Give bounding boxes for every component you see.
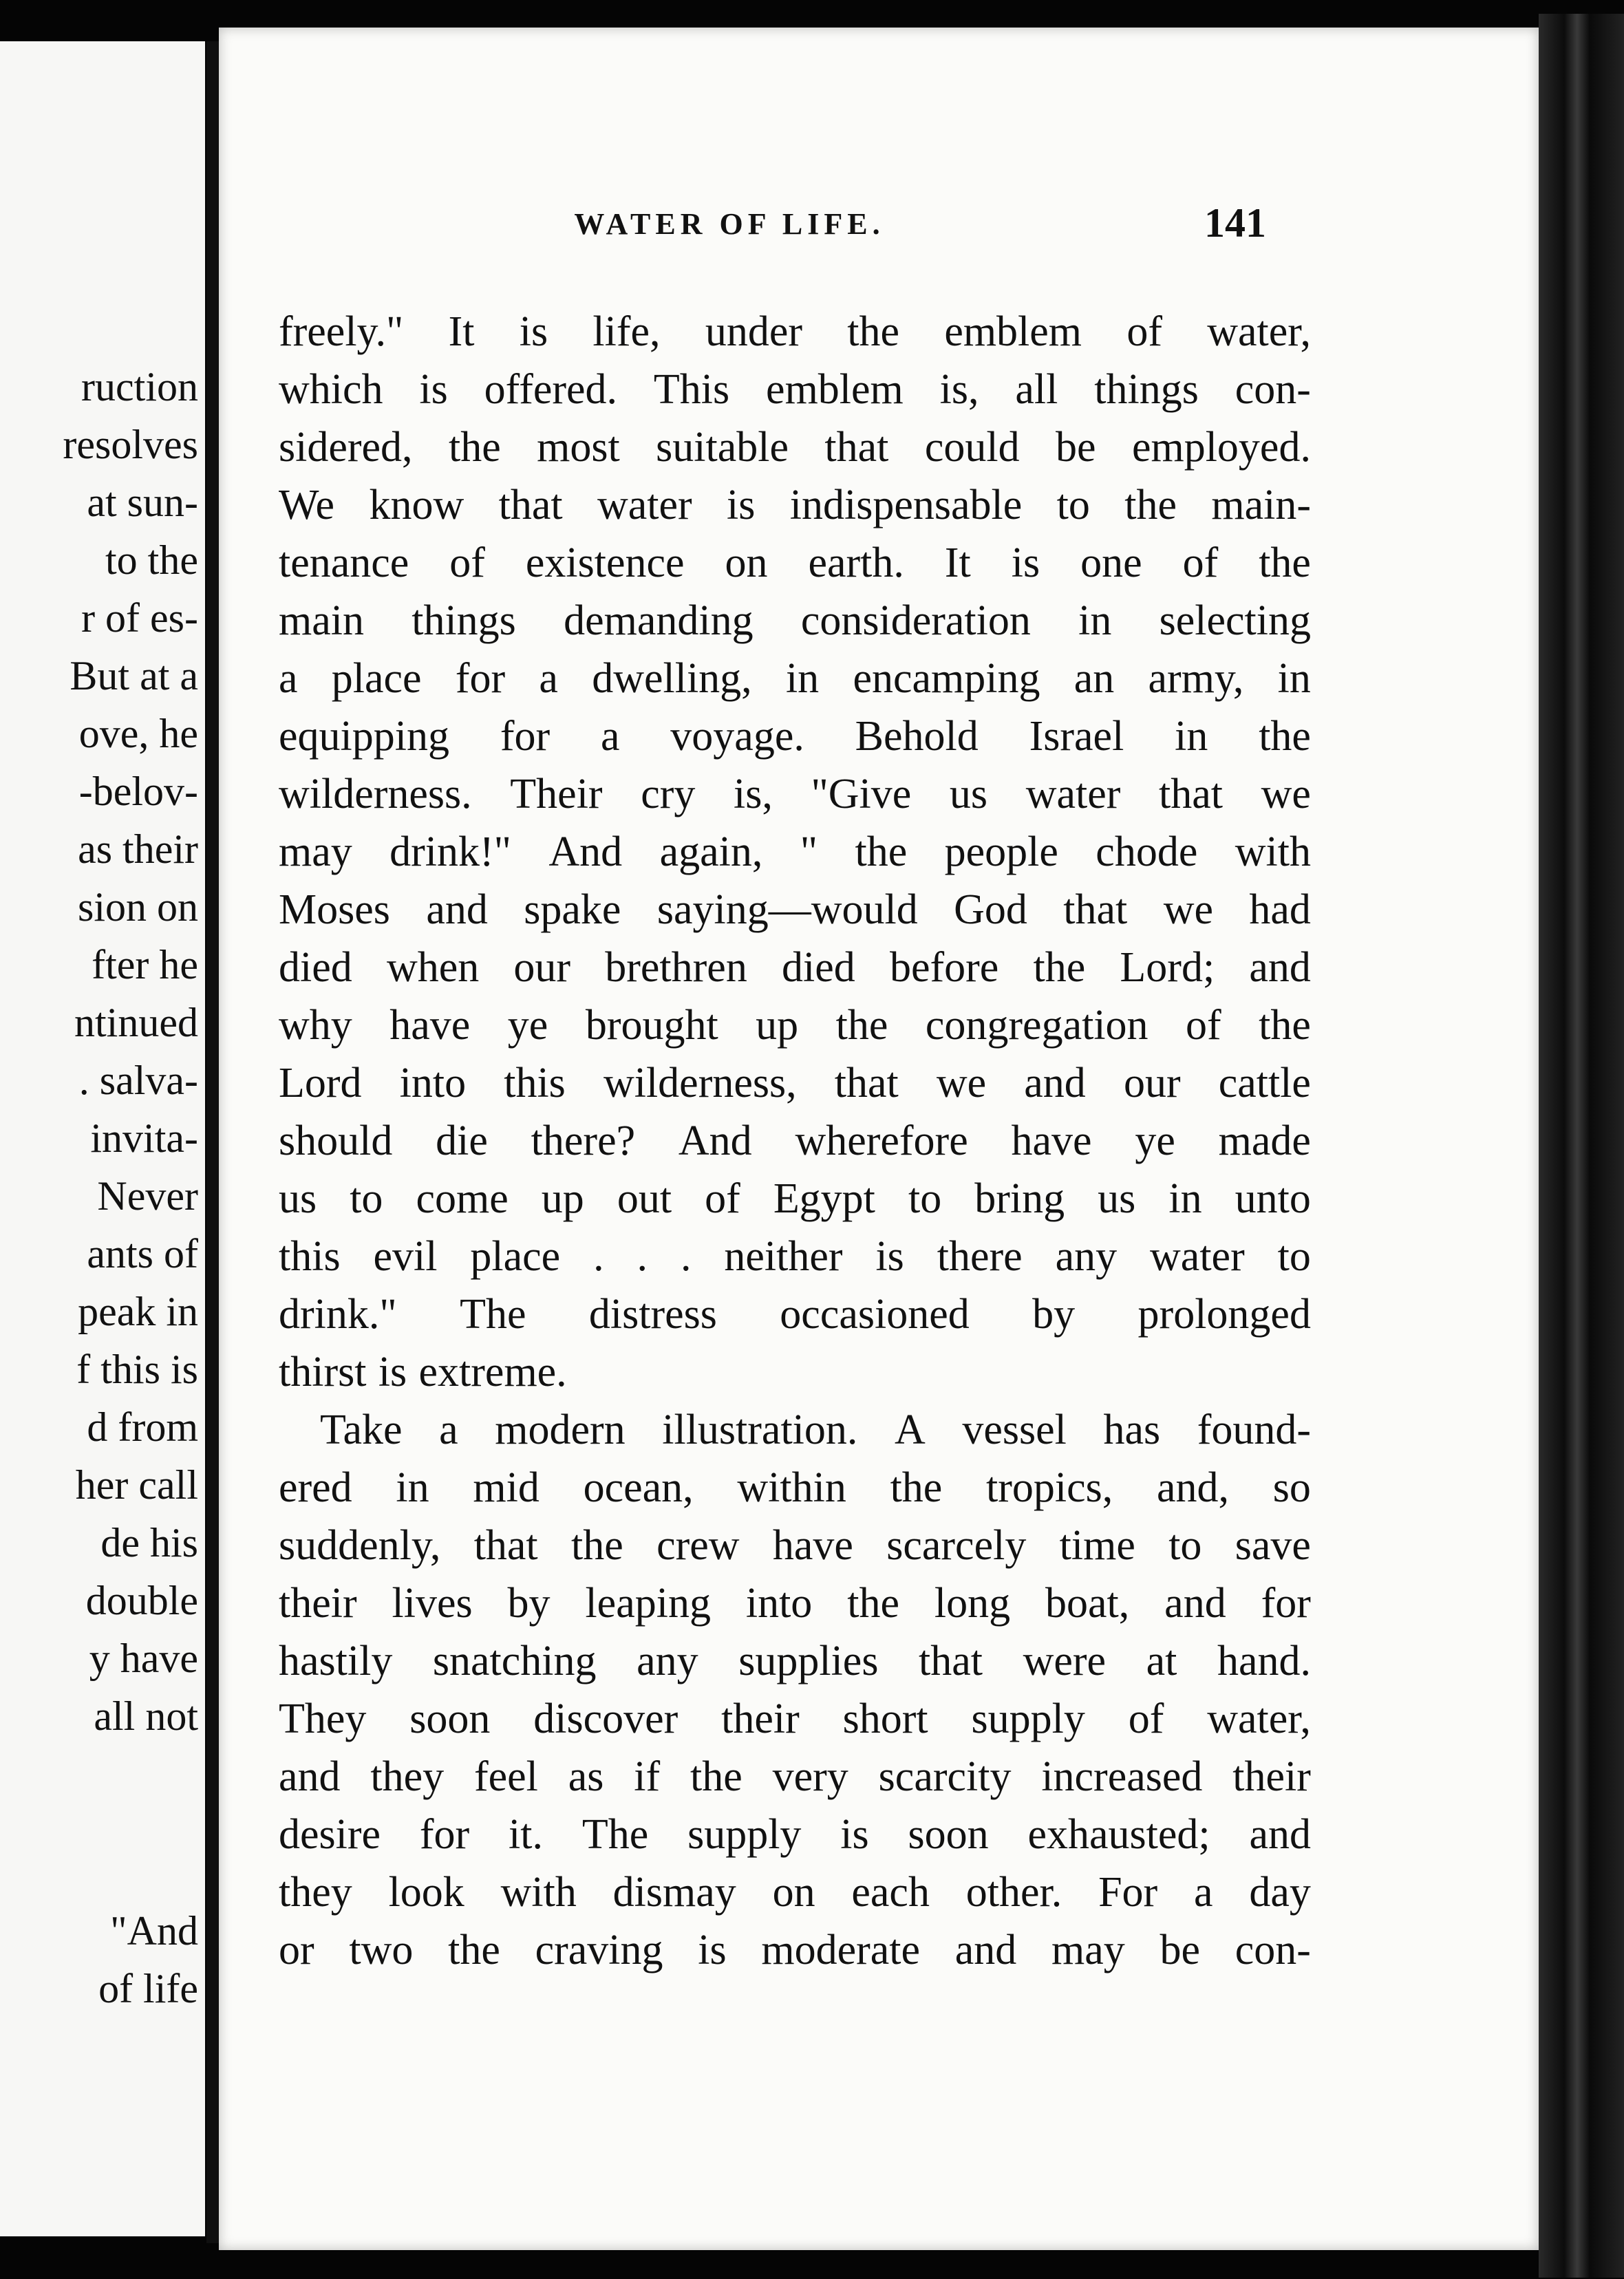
- left-line: ntinued: [74, 1000, 198, 1045]
- left-line: her call: [75, 1462, 198, 1508]
- text-line: main things demanding consideration in selecting: [279, 597, 1311, 644]
- text-line: equipping for a voyage. Behold Israel in the: [279, 713, 1311, 760]
- left-line: peak in: [78, 1289, 198, 1334]
- left-line: y have: [89, 1636, 198, 1681]
- left-line: as their: [78, 826, 198, 872]
- text-line: Moses and spake saying—would God that we had: [279, 886, 1311, 933]
- text-line: may drink!" And again, " the people chode with: [279, 828, 1311, 875]
- text-line: desire for it. The supply is soon exhausted; and: [279, 1811, 1311, 1858]
- left-line: -belov-: [78, 769, 198, 814]
- left-line: all not: [94, 1693, 198, 1739]
- left-line: But at a: [70, 653, 198, 698]
- text-line: hastily snatching any supplies that were at hand.: [279, 1638, 1311, 1684]
- left-line: resolves: [63, 422, 198, 467]
- left-line: Never: [97, 1173, 198, 1219]
- text-line: tenance of existence on earth. It is one of the: [279, 539, 1311, 586]
- text-line: this evil place . . . neither is there any water to: [279, 1233, 1311, 1280]
- text-line: why have ye brought up the congregation of the: [279, 1002, 1311, 1049]
- text-line: freely." It is life, under the emblem of water,: [279, 308, 1311, 355]
- text-line: us to come up out of Egypt to bring us in unto: [279, 1175, 1311, 1222]
- left-line: of life: [98, 1966, 198, 2011]
- text-line: wilderness. Their cry is, "Give us water that we: [279, 771, 1311, 817]
- text-line: and they feel as if the very scarcity increased their: [279, 1753, 1311, 1800]
- text-line: suddenly, that the crew have scarcely time to save: [279, 1522, 1311, 1569]
- text-line: Lord into this wilderness, that we and our cattle: [279, 1060, 1311, 1106]
- left-line: double: [85, 1578, 198, 1623]
- text-line: or two the craving is moderate and may be con-: [279, 1927, 1311, 1973]
- text-line: which is offered. This emblem is, all things con-: [279, 366, 1311, 413]
- left-line: f this is: [76, 1347, 198, 1392]
- left-line: r of es-: [81, 595, 198, 641]
- left-line: ove, he: [78, 711, 198, 756]
- left-line: d from: [87, 1404, 198, 1450]
- text-line: a place for a dwelling, in encamping an army, in: [279, 655, 1311, 702]
- text-line: drink." The distress occasioned by prolonged: [279, 1291, 1311, 1338]
- left-line: . salva-: [78, 1058, 198, 1103]
- left-line: ants of: [87, 1231, 198, 1276]
- left-line: de his: [100, 1520, 198, 1565]
- left-line: to the: [105, 537, 198, 583]
- text-line: Take a modern illustration. A vessel has found-: [320, 1406, 1311, 1453]
- text-line: they look with dismay on each other. For a day: [279, 1869, 1311, 1916]
- text-line: ered in mid ocean, within the tropics, and, so: [279, 1464, 1311, 1511]
- left-line: fter he: [92, 942, 198, 987]
- text-line: their lives by leaping into the long boat, and for: [279, 1580, 1311, 1627]
- spine-shadow: [206, 41, 219, 2243]
- text-line: should die there? And wherefore have ye made: [279, 1117, 1311, 1164]
- left-line: "And: [110, 1908, 198, 1954]
- running-head: WATER OF LIFE.: [574, 207, 885, 241]
- left-line: invita-: [90, 1115, 198, 1161]
- page-edge: [1539, 14, 1624, 2278]
- left-line: ruction: [81, 364, 198, 409]
- text-line: They soon discover their short supply of water,: [279, 1695, 1311, 1742]
- left-facing-page: [0, 41, 205, 2236]
- text-line: died when our brethren died before the Lord; and: [279, 944, 1311, 991]
- left-line: at sun-: [87, 480, 198, 525]
- left-line: sion on: [77, 884, 198, 930]
- text-line: thirst is extreme.: [279, 1349, 567, 1395]
- text-line: sidered, the most suitable that could be employed.: [279, 424, 1311, 471]
- text-line: We know that water is indispensable to the main-: [279, 482, 1311, 528]
- page-number: 141: [1204, 200, 1266, 246]
